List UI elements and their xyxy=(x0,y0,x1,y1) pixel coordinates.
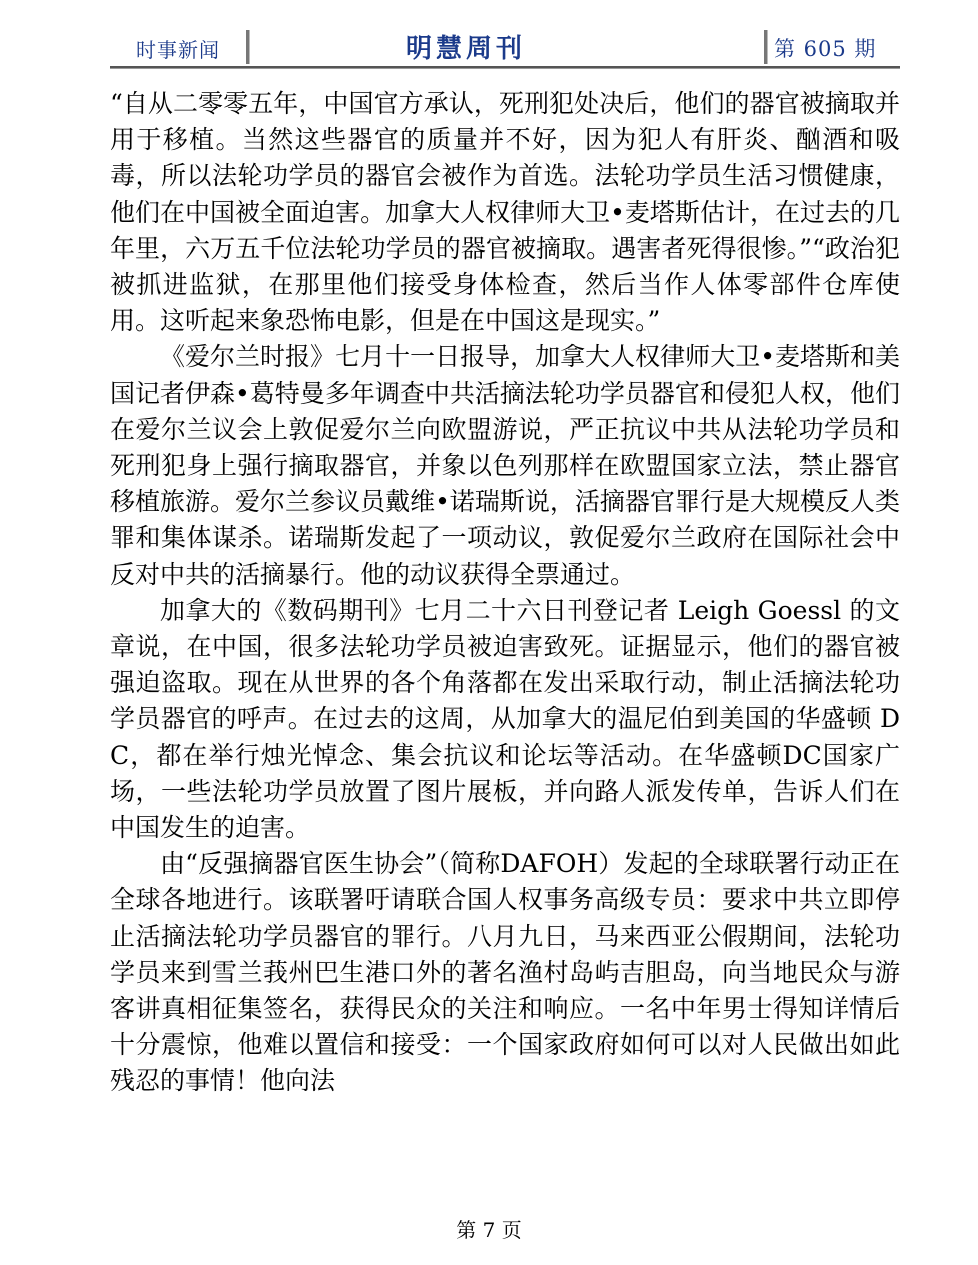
header-issue-number: 第 605 期 xyxy=(774,37,877,61)
header-divider-right xyxy=(764,30,767,64)
article-paragraph-4: 由“反强摘器官医生协会”（简称DAFOH）发起的全球联署行动正在全球各地进行。该联署吁请联合国人权事务高级专员：要求中共立即停止活摘法轮功学员器官的罪行。八月九日，马来西亚公假期间，法轮功学员来到雪兰莪州巴生港口外的著名渔村岛屿吉胆岛，向当地民众与游客讲真相征集签名，获得民众的关注和响应。一名中年男士得知详情后十分震惊，他难以置信和接受：一个国家政府如何可以对人民做出如此残忍的事情！他向法 xyxy=(110,849,900,1096)
header-rule xyxy=(110,66,900,68)
page-header xyxy=(110,24,900,68)
header-section-label: 时事新闻 xyxy=(136,38,220,62)
page-number: 第 7 页 xyxy=(456,1218,522,1242)
article-paragraph-2: 《爱尔兰时报》七月十一日报导，加拿大人权律师大卫•麦塔斯和美国记者伊森•葛特曼多年调查中共活摘法轮功学员器官和侵犯人权，他们在爱尔兰议会上敦促爱尔兰向欧盟游说，严正抗议中共从法轮功学员和死刑犯身上强行摘取器官，并象以色列那样在欧盟国家立法，禁止器官移植旅游。爱尔兰参议员戴维•诺瑞斯说，活摘器官罪行是大规模反人类罪和集体谋杀。诺瑞斯发起了一项动议，敦促爱尔兰政府在国际社会中反对中共的活摘暴行。他的动议获得全票通过。 xyxy=(110,342,900,589)
article-paragraph-3: 加拿大的《数码期刊》七月二十六日刊登记者 Leigh Goessl 的文章说，在中国，很多法轮功学员被迫害致死。证据显示，他们的器官被强迫盗取。现在从世界的各个角落都在发出采取行动，制止活摘法轮功学员器官的呼声。在过去的这周，从加拿大的温尼伯到美国的华盛顿 DC，都在举行烛光悼念、集会抗议和论坛等活动。在华盛顿DC国家广场，一些法轮功学员放置了图片展板，并向路人派发传单，告诉人们在中国发生的迫害。 xyxy=(110,595,900,843)
article-body xyxy=(110,86,900,1176)
article-paragraph-1: “自从二零零五年，中国官方承认，死刑犯处决后，他们的器官被摘取并用于移植。当然这些器官的质量并不好，因为犯人有肝炎、酗酒和吸毒，所以法轮功学员的器官会被作为首选。法轮功学员生活习惯健康，他们在中国被全面迫害。加拿大人权律师大卫•麦塔斯估计，在过去的几年里，六万五千位法轮功学员的器官被摘取。遇害者死得很惨。”“政治犯被抓进监狱，在那里他们接受身体检查，然后当作人体零部件仓库使用。这听起来象恐怖电影，但是在中国这是现实。” xyxy=(110,89,900,336)
header-publication-title: 明慧周刊 xyxy=(406,34,527,64)
header-divider-left xyxy=(246,30,249,64)
